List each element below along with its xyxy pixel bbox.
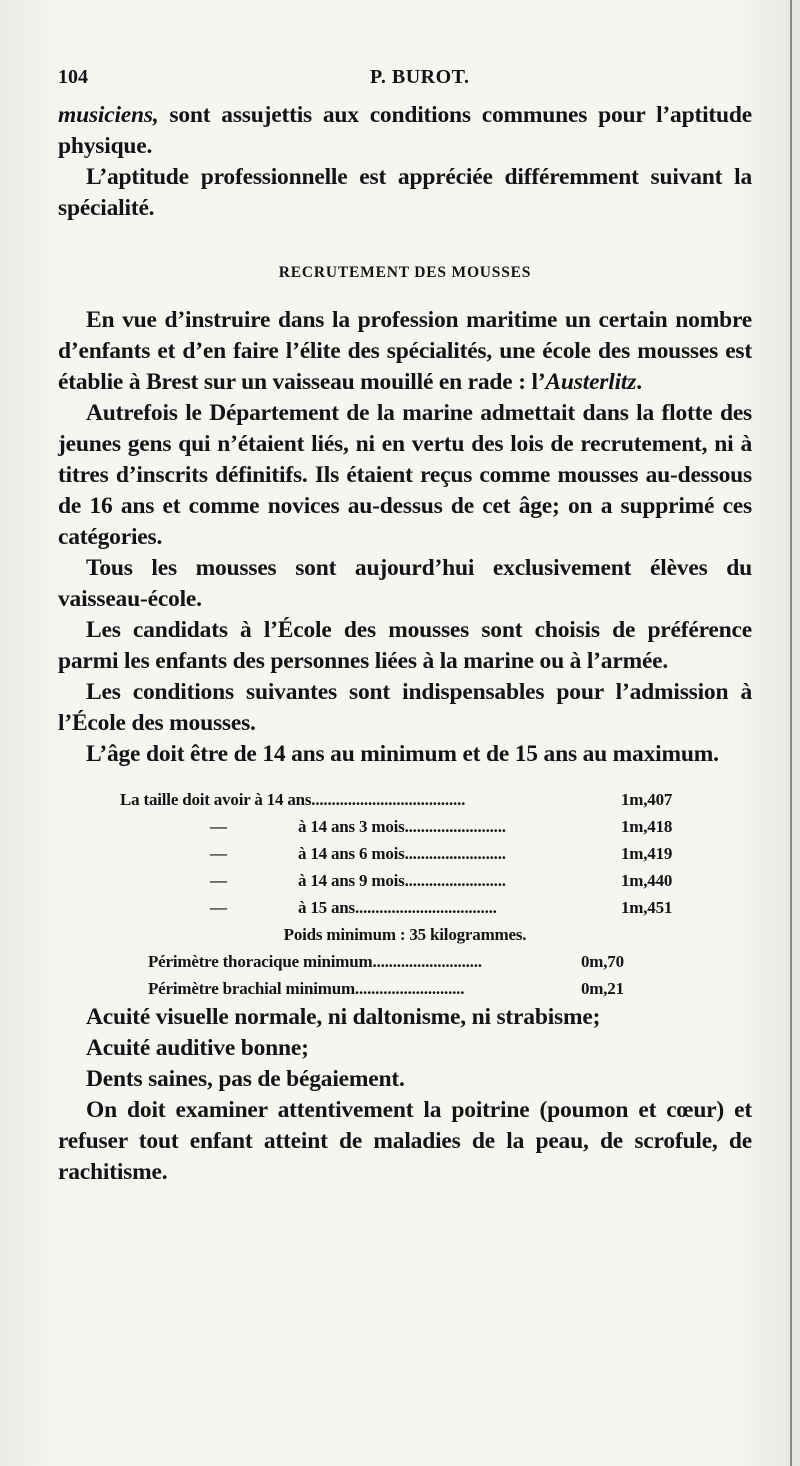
table-row — [58, 921, 752, 948]
table-row-label: à 14 ans 6 mois......................... — [298, 844, 506, 863]
table-row — [58, 867, 752, 894]
table-row-label: à 14 ans 9 mois......................... — [298, 871, 506, 890]
table-row-label: à 15 ans................................... — [298, 898, 497, 917]
intro-paragraph-2: L’aptitude professionnelle est appréciée différemment suivant la spécialité. — [58, 164, 752, 221]
table-row — [58, 813, 752, 840]
table-row-label: Périmètre thoracique minimum........................... — [148, 952, 482, 971]
table-row — [58, 786, 752, 813]
table-row — [58, 948, 752, 975]
section-paragraph-1 — [58, 305, 752, 398]
page-header — [58, 64, 752, 94]
section-paragraph-3: Tous les mousses sont aujourd’hui exclusivement élèves du vaisseau-école. — [58, 555, 752, 612]
table-row — [58, 894, 752, 921]
page-edge — [790, 0, 792, 1466]
section-paragraph-4: Les candidats à l’École des mousses sont choisis de préférence parmi les enfants des personnes liées à la marine ou à l’armée. — [58, 617, 752, 674]
section-paragraph-1-text: En vue d’instruire dans la profession maritime un certain nombre d’enfants et d’en faire l’élite des spécialités, une école des mousses est établie à Brest sur un vaisseau mouillé en rade : l’ — [58, 307, 752, 395]
page-body — [58, 100, 752, 1188]
ditto-dash: — — [210, 817, 227, 836]
closing-paragraph: On doit examiner attentivement la poitrine (poumon et cœur) et refuser tout enfant atteint de maladies de la peau, de scrofule, de rachitisme. — [58, 1097, 752, 1185]
closing-line-2: Acuité auditive bonne; — [86, 1035, 309, 1061]
table-row — [58, 840, 752, 867]
table-row — [58, 975, 752, 1002]
intro-italic-word: musiciens, — [58, 102, 159, 128]
table-row-label: Périmètre brachial minimum........................... — [148, 979, 465, 998]
ditto-dash: — — [210, 871, 227, 890]
table-row-label: à 14 ans 3 mois......................... — [298, 817, 506, 836]
table-row-value: 1m,419 — [621, 844, 673, 863]
table-row-value: 1m,418 — [621, 817, 673, 836]
weight-minimum: Poids minimum : 35 kilogrammes. — [283, 925, 527, 944]
ditto-dash: — — [210, 898, 227, 917]
intro-paragraph-1-text: sont assujettis aux conditions communes pour l’aptitude physique. — [58, 102, 752, 159]
table-row-value: 1m,451 — [621, 898, 673, 917]
section-paragraph-1-end: . — [636, 369, 642, 395]
closing-line-1: Acuité visuelle normale, ni daltonisme, ni strabisme; — [86, 1004, 601, 1030]
section-paragraph-5: Les conditions suivantes sont indispensables pour l’admission à l’École des mousses. — [58, 679, 752, 736]
page-number: 104 — [58, 66, 88, 88]
height-table — [58, 786, 752, 1002]
intro-paragraph-1 — [58, 100, 752, 162]
section-paragraph-6: L’âge doit être de 14 ans au minimum et de 15 ans au maximum. — [86, 741, 719, 767]
table-row-value: 0m,70 — [581, 952, 624, 971]
table-row-value: 1m,407 — [621, 790, 673, 809]
ship-name: Austerlitz — [545, 369, 637, 395]
section-title: RECRUTEMENT DES MOUSSES — [278, 264, 532, 281]
table-row-value: 0m,21 — [581, 979, 624, 998]
running-head: P. BUROT. — [370, 66, 470, 88]
table-row-value: 1m,440 — [621, 871, 673, 890]
ditto-dash: — — [210, 844, 227, 863]
closing-line-3: Dents saines, pas de bégaiement. — [86, 1066, 405, 1092]
section-paragraph-2: Autrefois le Département de la marine admettait dans la flotte des jeunes gens qui n’étaient liés, ni en vertu des lois de recrutement, ni à titres d’inscrits définitifs. Ils étaient reçus comme mousses au-dessous de 16 ans et comme novices au-dessus de cet âge; on a supprimé ces catégories. — [58, 400, 752, 550]
table-row-label: La taille doit avoir à 14 ans...................................... — [120, 790, 466, 809]
